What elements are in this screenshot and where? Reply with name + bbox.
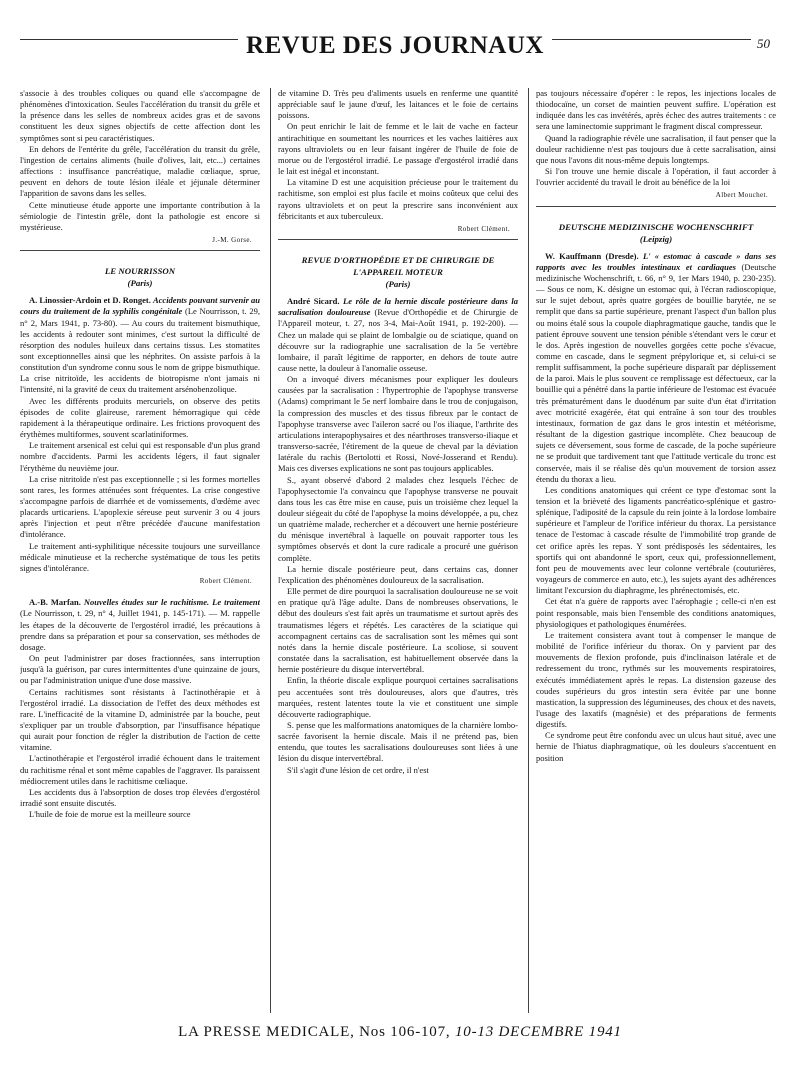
paragraph: L'actinothérapie et l'ergostérol irradié échouent dans le traitement du rachitisme rénal et sont même capables de l'aggraver. Ils paraissent médiocrement utiles dans le rachitisme cœliaque. bbox=[20, 753, 260, 786]
paragraph: Enfin, la théorie discale explique pourquoi certaines sacralisations peu accentuées sont très douloureuses, alors que d'autres, très marquées, restent latentes toute la vie et constituent une simple découverte radiographique. bbox=[278, 675, 518, 719]
article-authors: André Sicard. bbox=[287, 296, 340, 307]
paragraph: Les accidents dus à l'absorption de doses trop élevées d'ergostérol irradié sont ensuite discutés. bbox=[20, 786, 260, 809]
paragraph: Ce syndrome peut être confondu avec un ulcus haut situé, avec une hernie de l'hiatus diaphragmatique, où les douleurs s'accentuent en position bbox=[536, 730, 776, 763]
article-authors: A.-B. Marfan. bbox=[29, 597, 81, 608]
article-abstract bbox=[278, 296, 518, 374]
journal-heading-title: DEUTSCHE MEDIZINISCHE WOCHENSCHRIFT bbox=[558, 221, 754, 232]
journal-heading-city: (Paris) bbox=[385, 279, 411, 290]
page-number: 50 bbox=[751, 36, 770, 52]
paragraph: En dehors de l'entérite du grêle, l'accélération du transit du grêle, l'ingestion de certains aliments (huile d'olives, lait, etc...) certaines affections : insuffisance pancréatique, maladie cœliaque, sprue, peuvent en dehors de toute lésion iléale et jéjunale déterminer l'apparition de savons dans les selles. bbox=[20, 143, 260, 199]
journal-heading bbox=[536, 206, 776, 245]
journal-heading bbox=[20, 250, 260, 289]
author-signature: Robert Clément. bbox=[457, 224, 510, 233]
article-title: Accidents pouvant survenir au cours du traitement de la syphilis congénitale bbox=[20, 295, 260, 317]
journal-section-title: REVUE DES JOURNAUX bbox=[20, 32, 770, 60]
column-middle bbox=[278, 88, 518, 1013]
paragraph: Le traitement anti-syphilitique nécessite toujours une surveillance médicale minutieuse et la recherche systématique de tous les petits signes d'intolérance. bbox=[20, 540, 260, 573]
article-title: L' « estomac à cascade » dans ses rapports avec les troubles intestinaux et cardiaques bbox=[536, 250, 776, 272]
footer-journal: LA PRESSE MEDICALE, Nos 106-107, bbox=[178, 1024, 451, 1040]
journal-heading-city: (Leipzig) bbox=[639, 233, 673, 244]
paragraph: Quand la radiographie révèle une sacralisation, il faut penser que la douleur rachidienne n'est pas toujours due à cette sacralisation, ainsi que nous l'avons dit nous-même depuis longtemps. bbox=[536, 132, 776, 165]
article-reference: (Le Nourrisson, t. 29, n° 2, Mars 1941, p. 73-80). — Au cours du traitement bismuthique, les accidents à redouter sont minimes, c'est surtout la difficulté de résorption des nodules huileux dans certains tissus. Les stomatites sont exceptionnelles ainsi que les néphrites. On assiste parfois à la constitution d'un syndrome connu sous le nom de grippe bismuthique. La crise nitritoïde, les accidents de biotropisme n'ont jamais ni l'intensité, ni la gravité de ceux du traitement arsénobenzolique. bbox=[20, 306, 260, 395]
paragraph: Certains rachitismes sont résistants à l'actinothérapie et à l'ergostérol irradié. La dissociation de l'effet des deux méthodes est rare. L'inefficacité de la vitamine D, administrée par la bouche, peut s'expliquer par un trouble d'absorption, par l'insuffisance hépatique qui aurait pour fonction de régler la distribution de l'action de cette vitamine. bbox=[20, 686, 260, 753]
column-divider bbox=[528, 88, 529, 1013]
article-title: Nouvelles études sur le rachitisme. Le traitement bbox=[83, 597, 260, 608]
paragraph: S., ayant observé d'abord 2 malades chez lesquels l'échec de l'apophysectomie l'a convaincu que l'apophyse transverse ne pouvait dans tous les cas être mise en cause, puis un troisième chez lequel la douleur siégeait du côté de l'apophyse la moins développée, a pu, chez un quatrième malade, rechercher et a découvert une hernie postérieure du ménisque invertébral à laquelle on pouvait rapporter tous les symptômes observés et dont la cure radicale a procuré une guérison complète. bbox=[278, 474, 518, 563]
paragraph: Le traitement arsenical est celui qui est responsable d'un plus grand nombre d'accidents. Parmi les accidents légers, il faut signaler l'érythème du neuvième jour. bbox=[20, 440, 260, 473]
paragraph: La hernie discale postérieure peut, dans certains cas, donner l'explication des phénomènes douloureux de la sacralisation. bbox=[278, 563, 518, 585]
article-reference: (Deutsche medizinische Wochenschrift, t. 66, n° 9, 1er Mars 1940, p. 230-235). — Sous ce nom, K. désigne un estomac qui, à l'écran radioscopique, sur le sujet debout, après quatre gorgées de bouillie barytée, ne se remplit que dans sa partie supérieure, prenant l'aspect d'un ballon plus ou moins étalé sous la coupole diaphragmatique gauche, tandis que le patient éprouve souvent une tension pénible s'étendant vers le cœur et le dos. Après ingestion de nouvelles gorgées cette poche s'évacue, comme en cascade, dans le segment prépylorique et, si celui-ci se remplit suffisamment, la poche supérieure disparaît par déplissement de la paroi. Mais le plus souvent ce remplissage est défectueux, car la bouillie qui a pénétré dans la partie inférieure de l'estomac est évacuée très prématurément dans le duodénum par suite d'un état d'irritation avec motricité exagérée, état qui entraîne à son tour des troubles intestinaux, formation de gaz dans le gros intestin et météorisme, résultant de la digestion gastrique incomplète. Chez beaucoup de sujets ce déversement, sous forme de cascade, de la poche supérieure ne se produit que tardivement tant que l'attitude verticale du tronc est conservée, mais il se réalise dès qu'un mouvement de torsion assez étendu du thorax a lieu. bbox=[536, 261, 776, 484]
paragraph: Elle permet de dire pourquoi la sacralisation douloureuse ne se voit en pratique qu'à l'âge adulte. Dans de nombreuses observations, le début des douleurs s'est fait après un traumatisme et surtout après des traumatismes légers et répétés. Les caractères de la sciatique qui accompagnent certains cas de sacralisation sont les mêmes qui sont notés dans la hernie discale postérieure. La scoliose, si souvent constatée dans la sacralisation, est habituellement observée dans la hernie postérieure du disque intervertébral. bbox=[278, 586, 518, 675]
paragraph: de vitamine D. Très peu d'aliments usuels en renferme une quantité appréciable sauf le jaune d'œuf, les laitances et le foie de certains poissons. bbox=[278, 88, 518, 121]
footer-dates: 10-13 DECEMBRE 1941 bbox=[455, 1024, 622, 1040]
paragraph: On peut l'administrer par doses fractionnées, sans interruption jusqu'à la guérison, par cures intermittentes d'une quinzaine de jours, ou par l'administration unique d'une dose massive. bbox=[20, 653, 260, 686]
paragraph: Si l'on trouve une hernie discale à l'opération, il faut accorder à l'ouvrier accidenté du travail le droit au bénéfice de la loi bbox=[536, 166, 776, 188]
column-left bbox=[20, 88, 260, 1013]
paragraph: Le traitement consistera avant tout à compenser le manque de mobilité de l'orifice inférieur du thorax. On y parvient par des mouvements de flexion profonde, puis d'inclinaison latérale et de redressement du tronc, rythmés sur les mouvements respiratoires, exécutés immédiatement après le repas. La distension gazeuse des coudes supérieurs du gros intestin sera évitée par une bonne mastication, la suppression des légumineuses, des choux et des navets, l'usage des laxatifs (magnésie) et des préparations de ferments digestifs. bbox=[536, 629, 776, 730]
author-signature: Robert Clément. bbox=[199, 577, 252, 586]
article-abstract bbox=[20, 295, 260, 395]
article-reference: (Revue d'Orthopédie et de Chirurgie de l'Appareil moteur, t. 27, nos 3-4, Mai-Août 1941, p. 192-200). — Chez un malade qui se plaint de lombalgie ou de sciatique, quand on découvre sur la radiographie une sacralisation de la 5e vertèbre lombaire, il paraît légitime de rapporter, en dehors de toute autre cause nette, la douleur à l'anomalie osseuse. bbox=[278, 307, 518, 373]
paragraph: On a invoqué divers mécanismes pour expliquer les douleurs causées par la sacralisation : l'hypertrophie de l'apophyse transverse (Adams) comprimant le 5e nerf lombaire dans le trou de conjugaison, la compression des muscles et des tissus fibreux par le contact de l'apophyse transverse avec l'aileron sacré ou l'os iliaque, l'arthrite des articulations interapophysaires et des néarthroses transverso-iliaque et transverso-sacrée, l'étirement de la queue de cheval par la déviation latérale du rachis (Bertolotti et Rossi, Nové-Josserand et Rendu). Mais ces diverses explications ne sont pas toujours applicables. bbox=[278, 374, 518, 474]
article-title: Le rôle de la hernie discale postérieure dans la sacralisation douloureuse bbox=[278, 296, 518, 318]
article-abstract bbox=[20, 597, 260, 653]
page-header bbox=[20, 28, 770, 68]
paragraph: S. pense que les malformations anatomiques de la charnière lombo-sacrée favorisent la hernie discale. Mais il ne prétend pas, bien entendu, que toutes les sacralisations douloureuses sont liées à une lésion du disque intervertébral. bbox=[278, 719, 518, 764]
paragraph: Les conditions anatomiques qui créent ce type d'estomac sont la tension et la brièveté des ligaments pancréatico-splénique et gastro-splénique, l'adiposité de la capsule du rein jointe à la lordose lombaire supérieure et l'ampleur de l'orifice inférieur du thorax. La persistance tenace de l'estomac à cascade résulte de l'immobilité trop grande de cet orifice après les repas. Y sont prédisposés les sédentaires, les sportifs qui ont abandonné le sport, ceux qui, professionnellement, font peu de mouvements avec leur colonne vertébrale (couturières, voyageurs de commerce en auto, etc.), les sujets ayant des adhérences limitant l'excursion du diaphragme, les phrénectomisés, etc. bbox=[536, 484, 776, 596]
article-abstract bbox=[536, 251, 776, 485]
paragraph: pas toujours nécessaire d'opérer : le repos, les injections locales de thiodocaïne, un corset de maintien peuvent suffire. L'opération est indiquée dans les cas invétérés, après échec des autres traitements : ce sera une laminectomie supprimant le fragment discal compresseur. bbox=[536, 88, 776, 132]
paragraph: La vitamine D est une acquisition précieuse pour le traitement du rachitisme, son emploi est plus facile et moins coûteux que celui des rayons ultraviolets et on peut la prescrire sans inconvénient aux fébricitants et aux tuberculeux. bbox=[278, 177, 518, 221]
column-right bbox=[536, 88, 776, 1013]
journal-heading-title: LE NOURRISSON bbox=[104, 266, 176, 277]
article-columns bbox=[20, 88, 780, 1013]
journal-heading-city: (Paris) bbox=[127, 278, 153, 289]
page-footer bbox=[0, 1024, 800, 1041]
journal-heading bbox=[278, 239, 518, 290]
author-signature: Albert Mouchet. bbox=[715, 191, 768, 200]
article-authors: A. Linossier-Ardoin et D. Ronget. bbox=[29, 295, 151, 306]
paragraph: La crise nitritoïde n'est pas exceptionnelle ; si les formes mortelles sont rares, les formes atténuées sont fréquentes. La crise congestive s'accompagne parfois de diarrhée et de vomissements, d'œdème avec placards urticariens. L'apoplexie séreuse peut survenir 3 ou 4 jours après l'injection et peut n'être précédée d'aucune manifestation d'intolérance. bbox=[20, 473, 260, 540]
column-divider bbox=[270, 88, 271, 1013]
author-signature: J.-M. Gorse. bbox=[212, 236, 252, 245]
paragraph: Cet état n'a guère de rapports avec l'aérophagie ; celle-ci n'en est point responsable, mais bien l'ensemble des conditions anatomiques, physiologiques et pathologiques énumérées. bbox=[536, 596, 776, 629]
paragraph: Avec les différents produits mercuriels, on observe des petits épisodes de colite glaireuse, rarement hémorragique qui cède rapidement à la thérapeutique ordinaire. Les frictions provoquent des érythèmes multiformes, souvent scarlatiniformes. bbox=[20, 395, 260, 440]
paragraph: Cette minutieuse étude apporte une importante contribution à la sémiologie de l'intestin grêle, dont la pathologie est encore si mystérieuse. bbox=[20, 199, 260, 232]
article-reference: (Le Nourrisson, t. 29, n° 4, Juillet 1941, p. 145-171). — M. rappelle les étapes de la découverte de l'ergostérol irradié, les précautions à prendre dans sa préparation et pour sa conservation, ses méthodes de dosage. bbox=[20, 608, 260, 652]
paragraph: L'huile de foie de morue est la meilleure source bbox=[29, 809, 191, 820]
paragraph: On peut enrichir le lait de femme et le lait de vache en facteur antirachitique en soumettant les nourrices et les vaches laitières aux rayons ultraviolets ou en leur faisant ingérer de l'huile de foie de morue ou de l'ergostérol irradié. Le passage d'ergostérol irradié dans le lait est inégal et inconstant. bbox=[278, 121, 518, 177]
journal-heading-title: REVUE D'ORTHOPÉDIE ET DE CHIRURGIE DE L'APPAREIL MOTEUR bbox=[301, 255, 495, 278]
paragraph: s'associe à des troubles coliques ou quand elle s'accompagne de phénomènes d'intoxication. Seules l'accélération du transit du grêle et la présence dans les selles de nombreux acides gras et de savons constituent les deux signes objectifs de cette affection dont les symptômes sont si peu caractéristiques. bbox=[20, 88, 260, 143]
paragraph: S'il s'agit d'une lésion de cet ordre, il n'est bbox=[287, 764, 429, 775]
article-authors: W. Kauffmann (Dresde). bbox=[545, 250, 639, 261]
